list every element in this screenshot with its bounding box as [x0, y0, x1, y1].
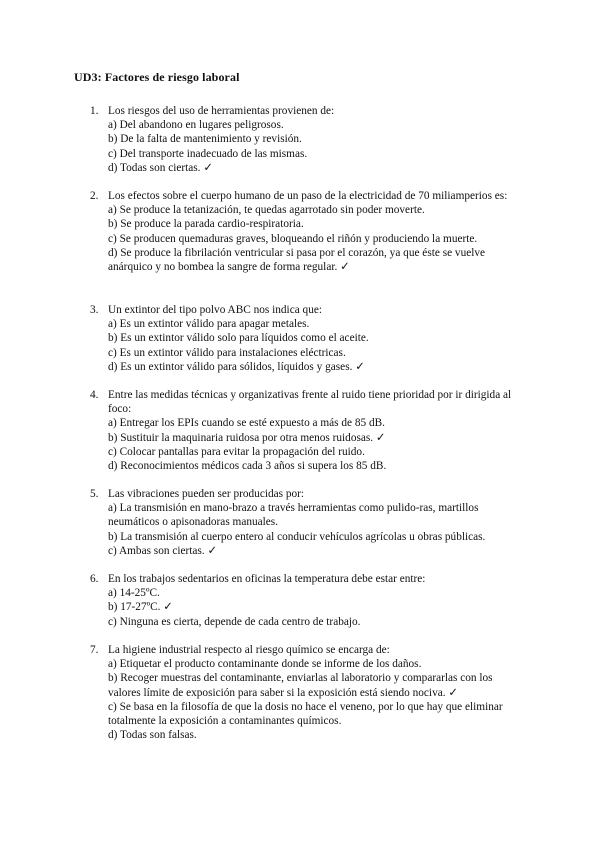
option-a: a) La transmisión en mano-brazo a través herramientas como pulido-ras, martillos neumáticos o apisonadoras manuales. [108, 502, 479, 529]
option-a: a) Del abandono en lugares peligrosos. [108, 119, 284, 132]
option-b: b) Sustituir la maquinaria ruidosa por otra menos ruidosas. ✓ [108, 431, 386, 444]
question-text: Entre las medidas técnicas y organizativas frente al ruido tiene prioridad por ir dirigida al foco: [108, 389, 512, 416]
question-text: Los efectos sobre el cuerpo humano de un paso de la electricidad de 70 miliamperios es: [108, 190, 508, 202]
option-b: b) De la falta de mantenimiento y revisión. [108, 133, 302, 146]
question-number: 7. [90, 644, 99, 656]
question-text: Un extintor del tipo polvo ABC nos indica que: [108, 304, 322, 316]
question-number: 2. [90, 190, 99, 202]
option-d: d) Es un extintor válido para sólidos, líquidos y gases. ✓ [108, 360, 365, 373]
question-text: En los trabajos sedentarios en oficinas la temperatura debe estar entre: [108, 573, 426, 585]
option-a: a) Se produce la tetanización, te quedas agarrotado sin poder moverte. [108, 204, 425, 217]
option-c: c) Se basa en la filosofía de que la dosis no hace el veneno, por lo que hay que eliminar totalmente la exposición a contaminantes químicos. [108, 700, 503, 728]
option-b: b) La transmisión al cuerpo entero al conducir vehículos agrícolas u obras públicas. [108, 530, 486, 543]
option-c: c) Ninguna es cierta, depende de cada centro de trabajo. [108, 615, 361, 628]
option-c: c) Se producen quemaduras graves, bloqueando el riñón y produciendo la muerte. [108, 232, 478, 245]
option-d: d) Reconocimientos médicos cada 3 años si supera los 85 dB. [108, 460, 387, 473]
question-text: Los riesgos del uso de herramientas provienen de: [108, 105, 335, 117]
option-d: d) Todas son falsas. [108, 729, 197, 742]
option-d: d) Todas son ciertas. ✓ [108, 161, 213, 174]
page-title: UD3: Factores de riesgo laboral [74, 70, 240, 84]
option-c: c) Ambas son ciertas. ✓ [108, 544, 217, 557]
option-b: b) 17-27ºC. ✓ [108, 601, 173, 614]
option-c: c) Colocar pantallas para evitar la propagación del ruido. [108, 445, 365, 458]
option-b: b) Es un extintor válido solo para líquidos como el aceite. [108, 332, 369, 345]
question-number: 5. [90, 488, 99, 500]
option-c: c) Del transporte inadecuado de las mismas. [108, 147, 308, 160]
question-number: 4. [90, 389, 99, 401]
option-a: a) Es un extintor válido para apagar metales. [108, 318, 310, 331]
option-a: a) Etiquetar el producto contaminante donde se informe de los daños. [108, 658, 422, 671]
option-b: b) Se produce la parada cardio-respiratoria. [108, 218, 304, 231]
question-number: 3. [90, 304, 99, 316]
option-c: c) Es un extintor válido para instalaciones eléctricas. [108, 346, 346, 359]
option-b: b) Recoger muestras del contaminante, enviarlas al laboratorio y compararlas con los valores límite de exposición para saber si la exposición está siendo nociva. ✓ [108, 672, 493, 699]
option-d: d) Se produce la fibrilación ventricular si pasa por el corazón, ya que éste se vuelve anárquico y no bombea la sangre de forma regular. ✓ [108, 246, 486, 274]
question-number: 1. [90, 105, 99, 117]
question-text: Las vibraciones pueden ser producidas por: [108, 488, 305, 500]
question-text: La higiene industrial respecto al riesgo químico se encarga de: [108, 644, 390, 656]
option-a: a) 14-25ºC. [108, 587, 160, 600]
question-number: 6. [90, 573, 99, 585]
option-a: a) Entregar los EPIs cuando se esté expuesto a más de 85 dB. [108, 417, 386, 430]
